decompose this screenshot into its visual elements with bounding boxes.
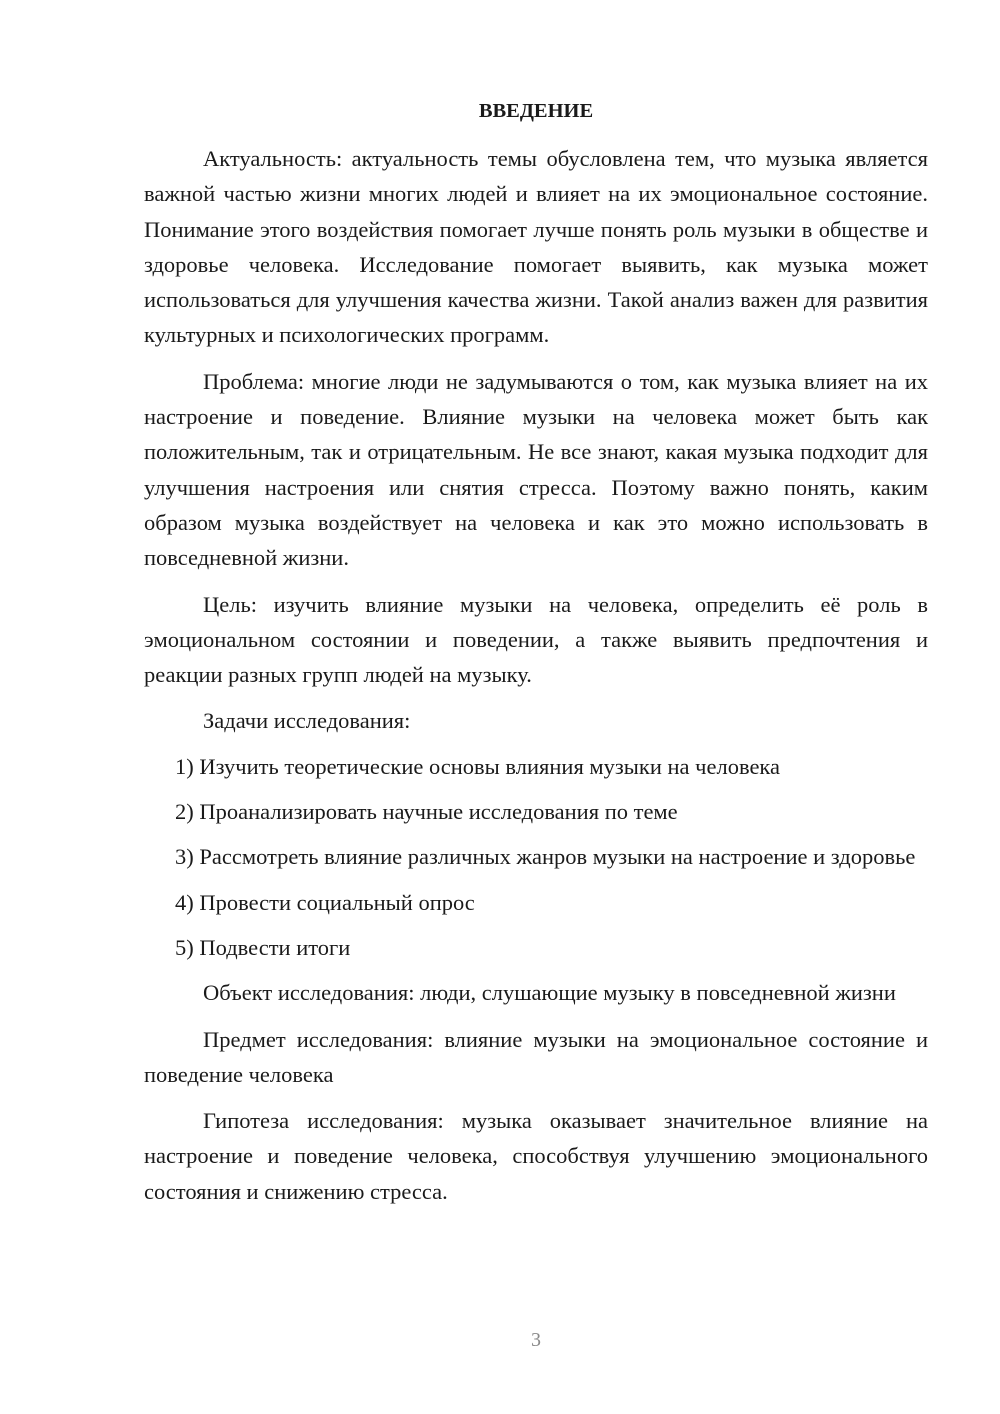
task-item-1: 1) Изучить теоретические основы влияния музыки на человека (175, 753, 781, 779)
relevance-paragraph: Актуальность: актуальность темы обусловлена тем, что музыка является важной частью жизни многих людей и влияет на их эмоциональное состояние. Понимание этого воздействия помогает лучше понять роль музыки в обществе и здоровье человека. Исследование помогает выявить, как музыка может использоваться для улучшения качества жизни. Такой анализ важен для развития культурных и психологических программ. (144, 146, 928, 348)
page-content (144, 94, 928, 1220)
goal-paragraph: Цель: изучить влияние музыки на человека, определить её роль в эмоциональном состоянии и поведении, а также выявить предпочтения и реакции разных групп людей на музыку. (144, 591, 928, 688)
page-number: 3 (531, 1329, 541, 1351)
task-item-5: 5) Подвести итоги (175, 934, 351, 960)
section-title: ВВЕДЕНИЕ (478, 100, 594, 122)
subject-paragraph: Предмет исследования: влияние музыки на эмоциональное состояние и поведение человека (144, 1026, 928, 1087)
task-item-2: 2) Проанализировать научные исследования по теме (175, 799, 678, 825)
tasks-heading: Задачи исследования: (203, 708, 411, 734)
task-item-3: 3) Рассмотреть влияние различных жанров музыки на настроение и здоровье (175, 844, 916, 870)
problem-paragraph: Проблема: многие люди не задумываются о том, как музыка влияет на их настроение и поведение. Влияние музыки на человека может быть как положительным, так и отрицательным. Не все знают, какая музыка подходит для улучшения настроения или снятия стресса. Поэтому важно понять, каким образом музыка воздействует на человека и как это можно использовать в повседневной жизни. (144, 368, 928, 571)
task-item-4: 4) Провести социальный опрос (175, 889, 475, 915)
hypothesis-paragraph: Гипотеза исследования: музыка оказывает значительное влияние на настроение и поведение человека, способствуя улучшению эмоционального состояния и снижению стресса. (144, 1108, 928, 1204)
object-paragraph: Объект исследования: люди, слушающие музыку в повседневной жизни (203, 980, 896, 1006)
